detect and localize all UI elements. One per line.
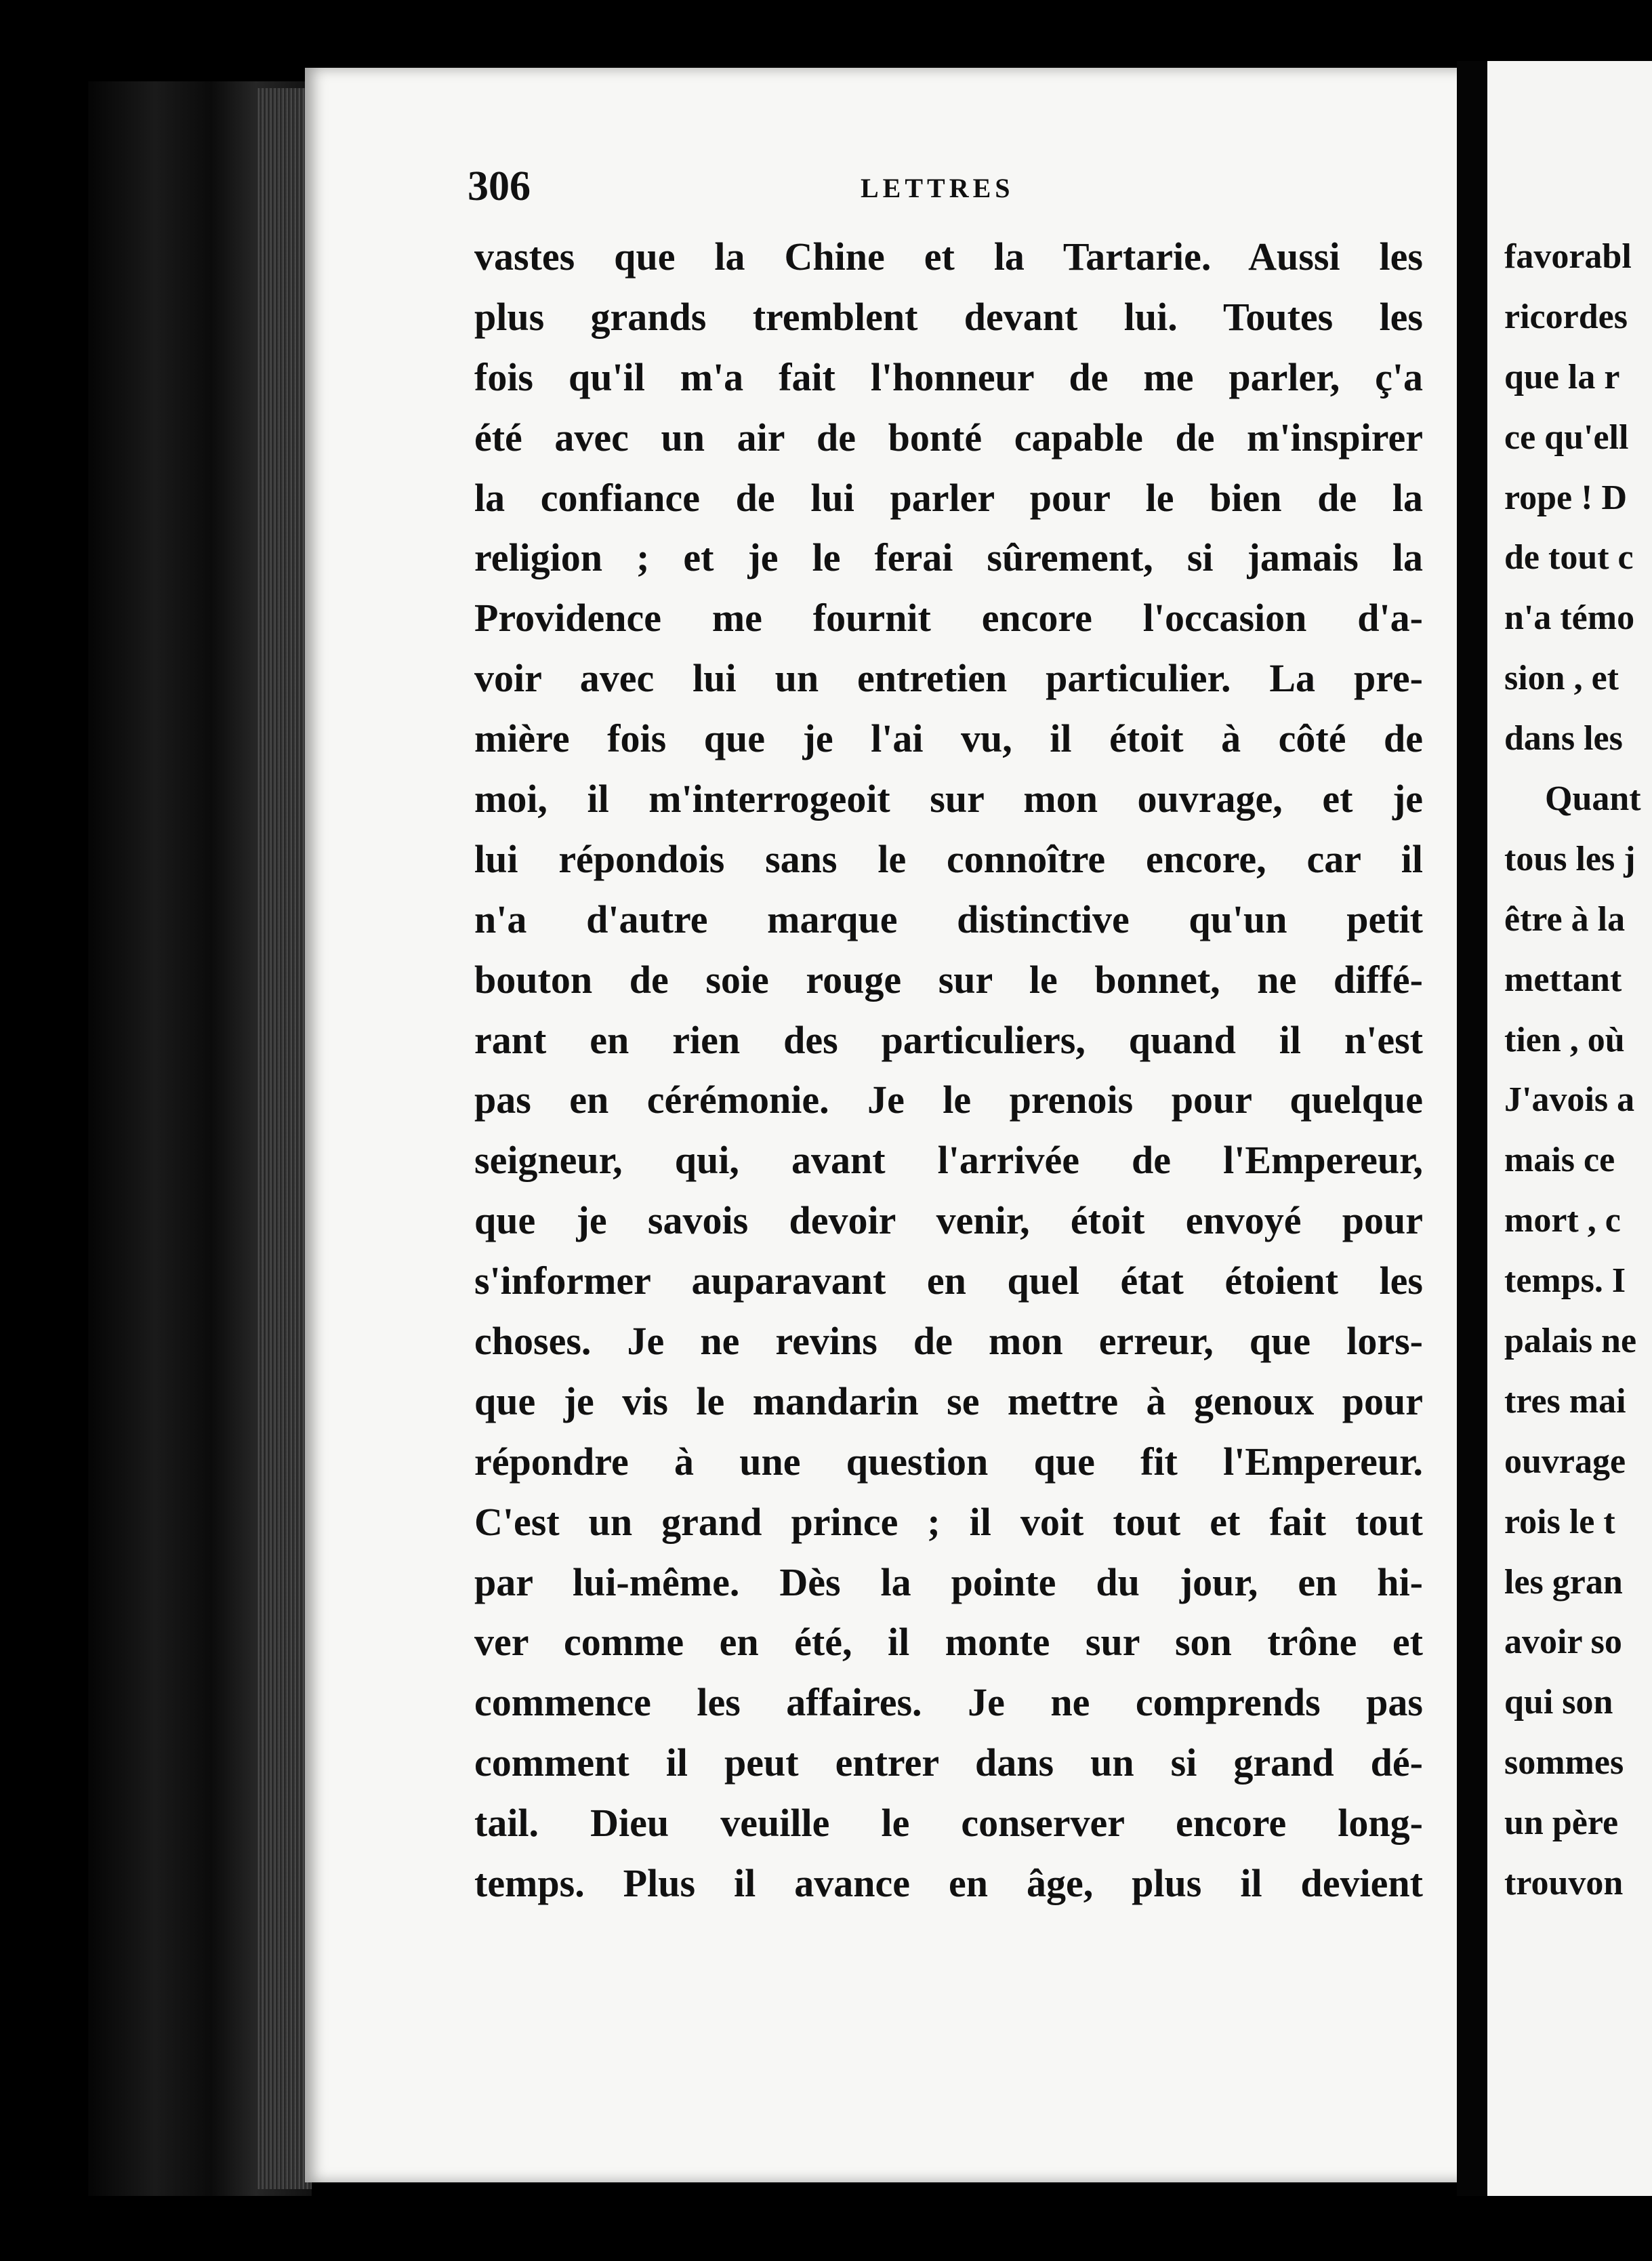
- text-line: Providence me fournit encore l'occasion d'a-: [474, 596, 1423, 640]
- text-line: commence les affaires. Je ne comprends pas: [474, 1680, 1423, 1725]
- right-page-line: Quant: [1545, 779, 1641, 819]
- text-line: rant en rien des particuliers, quand il n'est: [474, 1017, 1423, 1062]
- right-page-line: qui son: [1504, 1683, 1613, 1722]
- right-page-line: rope ! D: [1504, 478, 1628, 517]
- text-line: choses. Je ne revins de mon erreur, que lors-: [474, 1319, 1423, 1364]
- right-page-line: n'a témo: [1504, 598, 1635, 638]
- text-line: été avec un air de bonté capable de m'inspirer: [474, 415, 1423, 460]
- page-gutter: [1457, 61, 1491, 2196]
- right-page-line: les gran: [1504, 1562, 1623, 1602]
- right-page: [1487, 61, 1652, 2196]
- text-line: pas en cérémonie. Je le prenois pour quelque: [474, 1078, 1423, 1122]
- text-line: fois qu'il m'a fait l'honneur de me parler, ç'a: [474, 354, 1423, 399]
- right-page-line: un père: [1504, 1804, 1619, 1843]
- right-page-line: de tout c: [1504, 538, 1634, 577]
- right-page-line: mettant: [1504, 960, 1622, 999]
- text-line: par lui-même. Dès la pointe du jour, en hi-: [474, 1560, 1423, 1604]
- right-page-line: mais ce: [1504, 1141, 1615, 1180]
- right-page-line: ce qu'ell: [1504, 417, 1629, 457]
- text-line: temps. Plus il avance en âge, plus il devient: [474, 1861, 1423, 1906]
- text-line: que je vis le mandarin se mettre à genoux pour: [474, 1379, 1423, 1423]
- right-page-line: rois le t: [1504, 1502, 1615, 1541]
- text-line: que je savois devoir venir, étoit envoyé pour: [474, 1198, 1423, 1243]
- right-page-line: dans les: [1504, 719, 1623, 758]
- text-line: la confiance de lui parler pour le bien de la: [474, 475, 1423, 520]
- text-line: répondre à une question que fit l'Empereur.: [474, 1439, 1423, 1484]
- text-line: s'informer auparavant en quel état étoient les: [474, 1259, 1423, 1303]
- right-page-line: avoir so: [1504, 1623, 1622, 1662]
- right-page-line: J'avois a: [1504, 1080, 1635, 1120]
- right-page-line: être à la: [1504, 899, 1626, 939]
- right-page-line: ricordes: [1504, 297, 1628, 336]
- right-page-line: temps. I: [1504, 1261, 1626, 1301]
- body-text: [474, 227, 1423, 1914]
- text-line: n'a d'autre marque distinctive qu'un petit: [474, 897, 1423, 941]
- text-line: religion ; et je le ferai sûrement, si jamais la: [474, 535, 1423, 580]
- right-page-line: sommes: [1504, 1743, 1624, 1783]
- text-line: tail. Dieu veuille le conserver encore long-: [474, 1801, 1423, 1846]
- text-line: seigneur, qui, avant l'arrivée de l'Empereur,: [474, 1138, 1423, 1183]
- right-page-line: trouvon: [1504, 1864, 1624, 1903]
- text-line: lui répondois sans le connoître encore, car il: [474, 836, 1423, 881]
- right-page-line: ouvrage: [1504, 1442, 1626, 1481]
- text-line: mière fois que je l'ai vu, il étoit à côté de: [474, 716, 1423, 761]
- right-page-line: palais ne: [1504, 1322, 1637, 1361]
- right-page-line: mort , c: [1504, 1201, 1621, 1240]
- text-line: plus grands tremblent devant lui. Toutes les: [474, 294, 1423, 339]
- text-line: voir avec lui un entretien particulier. La pre-: [474, 656, 1423, 701]
- page-number: 306: [468, 163, 531, 209]
- right-page-line: sion , et: [1504, 659, 1619, 698]
- text-line: C'est un grand prince ; il voit tout et fait tout: [474, 1499, 1423, 1544]
- right-page-line: favorabl: [1504, 237, 1632, 276]
- right-page-line: tous les j: [1504, 839, 1636, 878]
- right-page-line: tien , où: [1504, 1020, 1625, 1059]
- text-line: bouton de soie rouge sur le bonnet, ne diffé-: [474, 957, 1423, 1002]
- right-page-text: [1504, 227, 1652, 1914]
- page-edges: [257, 88, 312, 2189]
- right-page-line: tres mai: [1504, 1381, 1626, 1421]
- running-head: [468, 163, 1416, 217]
- text-line: comment il peut entrer dans un si grand dé-: [474, 1740, 1423, 1785]
- text-line: ver comme en été, il monte sur son trône et: [474, 1620, 1423, 1665]
- running-head-title: LETTRES: [861, 173, 1014, 203]
- right-page-line: que la r: [1504, 357, 1620, 396]
- text-line: vastes que la Chine et la Tartarie. Aussi les: [474, 235, 1423, 279]
- text-line: moi, il m'interrogeoit sur mon ouvrage, et je: [474, 777, 1423, 821]
